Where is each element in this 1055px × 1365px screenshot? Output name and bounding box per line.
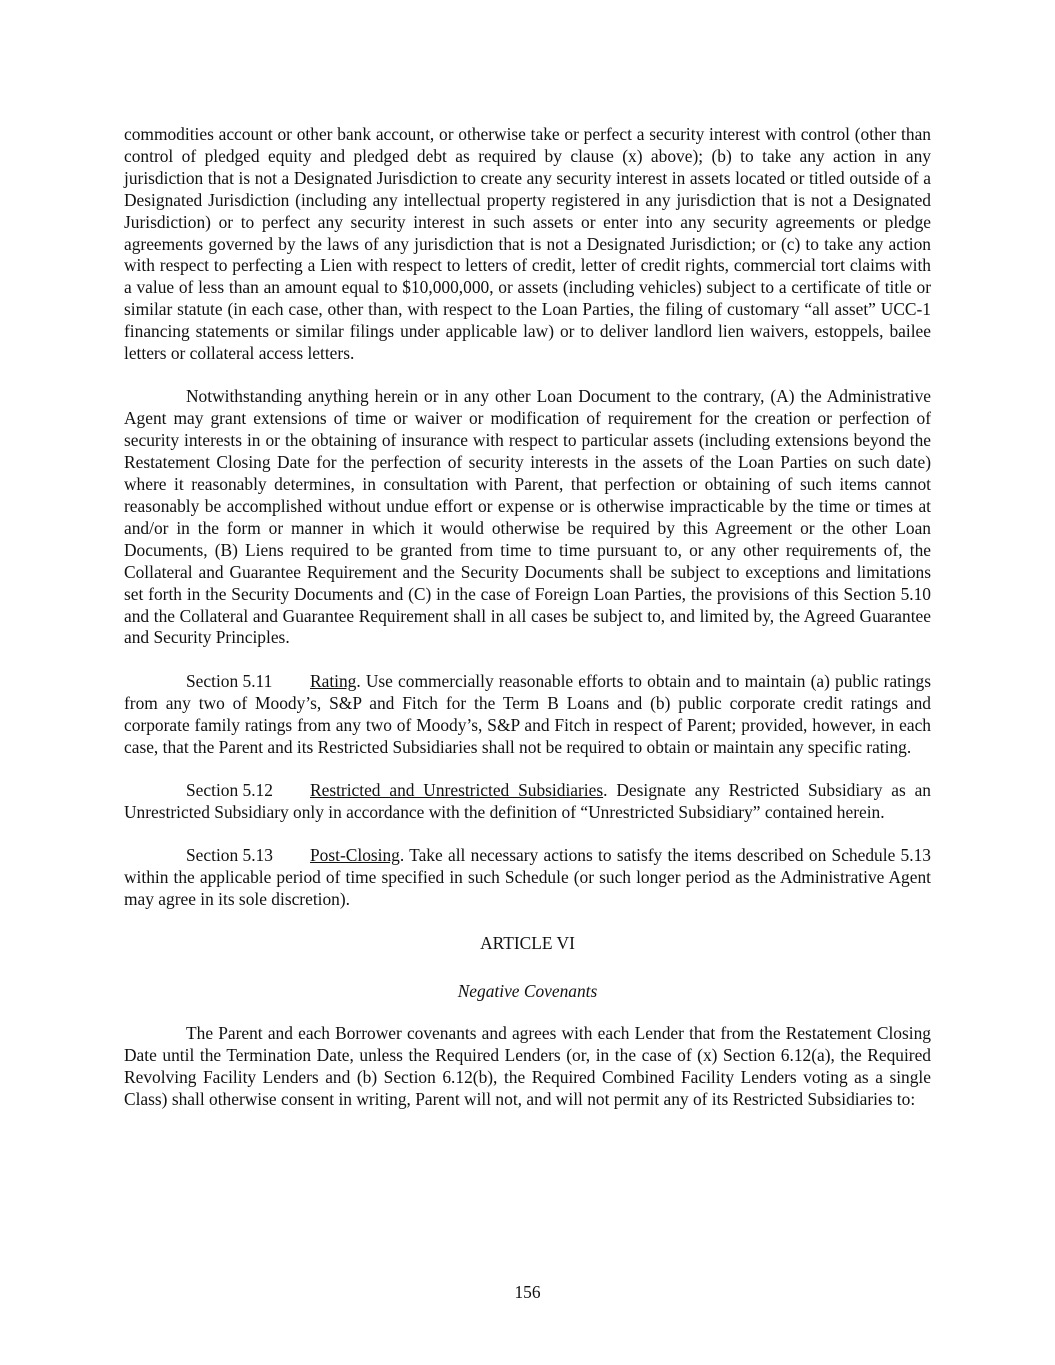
section-number: Section 5.13	[186, 845, 273, 866]
section-title: Restricted and Unrestricted Subsidiaries	[310, 779, 604, 800]
paragraph-notwithstanding: Notwithstanding anything herein or in any other Loan Document to the contrary, (A) the Administrative Agent may grant extensions of time or waiver or modification of requirement for the creation or perfection of security interests in or the obtaining of insurance with respect to particular assets (including extensions beyond the Restatement Closing Date for the perfection of security interests in the assets of the Loan Parties on such date) where it reasonably determines, in consultation with Parent, that perfection or obtaining of such items cannot reasonably be accomplished without undue effort or expense or is otherwise impracticable by the time or times at and/or in the form or manner in which it would otherwise be required by this Agreement or the other Loan Documents, (B) Liens required to be granted from time to time pursuant to, or any other requirements of, the Collateral and Guarantee Requirement and the Security Documents shall be subject to exceptions and limitations set forth in the Security Documents and (C) in the case of Foreign Loan Parties, the provisions of this Section 5.10 and the Collateral and Guarantee Requirement shall in all cases be subject to, and limited by, the Agreed Guarantee and Security Principles.	[124, 386, 931, 648]
section-5-12	[124, 780, 931, 824]
section-number: Section 5.12	[186, 779, 273, 800]
section-body: . Take all necessary actions to satisfy the items described on Schedule 5.13 within the applicable period of time specified in such Schedule (or such longer period as the Administrative Agent may agree in its sole discretion).	[124, 845, 931, 910]
section-5-13	[124, 845, 931, 911]
section-title: Post-Closing	[310, 845, 400, 866]
article-subheading: Negative Covenants	[457, 981, 598, 1002]
section-title: Rating	[310, 670, 357, 691]
paragraph-continuation: commodities account or other bank account, or otherwise take or perfect a security interest with control (other than control of pledged equity and pledged debt as required by clause (x) above); (b) to take any action in any jurisdiction that is not a Designated Jurisdiction to create any security interest in assets located or titled outside of a Designated Jurisdiction (including any intellectual property registered in any jurisdiction that is not a Designated Jurisdiction) or to perfect any security interest in such assets or enter into any security agreements or pledge agreements governed by the laws of any jurisdiction that is not a Designated Jurisdiction; or (c) to take any action with respect to perfecting a Lien with respect to letters of credit, letter of credit rights, commercial tort claims with a value of less than an amount equal to $10,000,000, or assets (including vehicles) subject to a certificate of title or similar statute (in each case, other than, with respect to the Loan Parties, the filing of customary “all asset” UCC-1 financing statements or similar filings under applicable law) or to deliver landlord lien waivers, estoppels, bailee letters or collateral access letters.	[124, 124, 931, 364]
article-intro: The Parent and each Borrower covenants and agrees with each Lender that from the Restatement Closing Date until the Termination Date, unless the Required Lenders (or, in the case of (x) Section 6.12(a), the Required Revolving Facility Lenders and (b) Section 6.12(b), the Required Combined Facility Lenders voting as a single Class) shall otherwise consent in writing, Parent will not, and will not permit any of its Restricted Subsidiaries to:	[124, 1023, 931, 1110]
section-number: Section 5.11	[186, 670, 273, 691]
section-5-11	[124, 671, 931, 759]
document-page	[124, 124, 931, 1132]
article-heading: ARTICLE VI	[480, 932, 575, 953]
section-body: . Use commercially reasonable efforts to obtain and to maintain (a) public ratings from any two of Moody’s, S&P and Fitch for the Term B Loans and (b) public corporate credit ratings and corporate family ratings from any two of Moody’s, S&P and Fitch in respect of Parent; provided, however, in each case, that the Parent and its Restricted Subsidiaries shall not be required to obtain or maintain any specific rating.	[124, 670, 931, 757]
page-number: 156	[514, 1282, 541, 1302]
section-body: . Designate any Restricted Subsidiary as an Unrestricted Subsidiary only in accordance with the definition of “Unrestricted Subsidiary” contained herein.	[124, 779, 931, 822]
